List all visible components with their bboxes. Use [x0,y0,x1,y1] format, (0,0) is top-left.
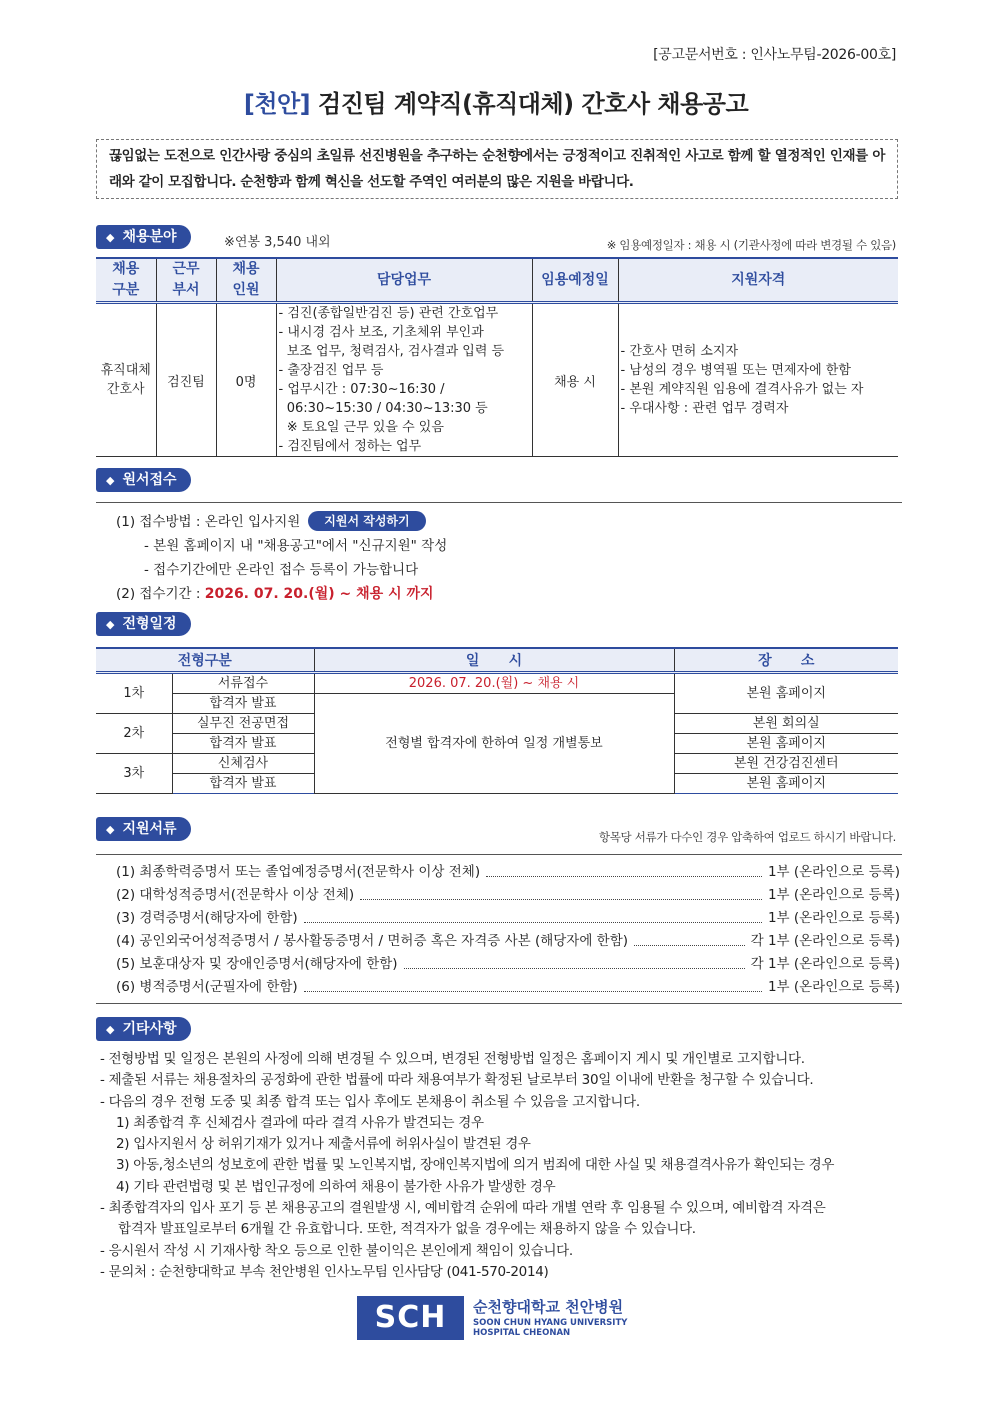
salary-note: ※연봉 3,540 내외 [224,235,331,250]
header-stage: 전형구분 [96,648,314,673]
step: 합격자 발표 [172,694,314,714]
header-type: 채용 구분 [96,258,156,303]
qual-line: - 본원 계약직원 임용에 결격사유가 없는 자 [620,382,864,397]
schedule-table-header [96,648,898,673]
misc-line: - 다음의 경우 전형 도중 및 최종 합격 또는 입사 후에도 본채용이 취소될 수 있음을 고지합니다. [100,1093,640,1110]
duty-line: - 검진팀에서 정하는 업무 [278,439,422,454]
misc-line: 4) 기타 관련법령 및 본 법인규정에 의하여 채용이 불가한 사유가 발생한 경우 [116,1178,556,1195]
misc-line: - 제출된 서류는 채용절차의 공정화에 관한 법률에 따라 채용여부가 확정된 날로부터 30일 이내에 반환을 청구할 수 있습니다. [100,1072,814,1089]
cell-quals [618,303,898,457]
cell-count: 0명 [216,303,276,457]
schedule-table [96,647,898,794]
date-rest: 전형별 합격자에 한하여 일정 개별통보 [314,694,674,794]
duty-line: - 업무시간 : 07:30~16:30 / [278,382,445,397]
date-first: 2026. 07. 20.(월) ~ 채용 시 [314,673,674,694]
cell-date: 채용 시 [532,303,618,457]
document-number: [공고문서번호 : 인사노무팀-2026-00호] [653,47,896,63]
duty-line: 보조 업무, 청력검사, 검사결과 입력 등 [278,344,505,359]
header-duty: 담당업무 [276,258,532,303]
place: 본원 회의실 [674,714,898,734]
round-3: 3차 [96,754,172,794]
recruit-table-header [96,258,898,303]
header-dept: 근무 부서 [156,258,216,303]
cell-type: 휴직대체 간호사 [96,303,156,457]
diamond-icon: ◆ [106,474,115,487]
step: 서류접수 [172,673,314,694]
duty-line: ※ 토요일 근무 있을 수 있음 [278,420,444,435]
place: 본원 건강검진센터 [674,754,898,774]
documents-list [116,861,900,999]
place: 본원 홈페이지 [674,734,898,754]
cell-duties [276,303,532,457]
title-location: [천안] [243,90,311,118]
page-title [0,84,992,119]
apply-period: (2) 접수기간 : 2026. 07. 20.(월) ~ 채용 시 까지 [116,586,434,602]
misc-line: 2) 입사지원서 상 허위기재가 있거나 제출서류에 허위사실이 발견된 경우 [116,1136,531,1153]
header-qual: 지원자격 [618,258,898,303]
apply-sub-2: - 접수기간에만 온라인 접수 등록이 가능합니다 [144,562,419,578]
misc-line: - 최종합격자의 입사 포기 등 본 채용공고의 결원발생 시, 예비합격 순위에 따라 개별 연락 후 임용될 수 있으며, 예비합격 자격은 [100,1200,826,1217]
misc-line: - 문의처 : 순천향대학교 부속 천안병원 인사노무팀 인사담당 (041-570-2014) [100,1263,549,1280]
list-item: (3) 경력증명서(해당자에 한함) 1부 (온라인으로 등록) [116,907,900,930]
apply-section [116,510,447,606]
misc-line: 합격자 발표일로부터 6개월 간 유효합니다. 또한, 적격자가 없을 경우에는 채용하지 않을 수 있습니다. [118,1221,696,1238]
step: 실무진 전공면접 [172,714,314,734]
misc-line: 3) 아동,청소년의 성보호에 관한 법률 및 노인복지법, 장애인복지법에 의거 범죄에 대한 사실 및 채용결격사유가 확인되는 경우 [116,1157,835,1174]
divider [96,502,902,503]
section-header-misc [96,1017,191,1041]
round-2: 2차 [96,714,172,754]
diamond-icon: ◆ [106,823,115,836]
duty-line: 06:30~15:30 / 04:30~13:30 등 [278,401,488,416]
documents-note: 항목당 서류가 다수인 경우 압축하여 업로드 하시기 바랍니다. [598,830,896,844]
list-item: (4) 공인외국어성적증명서 / 봉사활동증명서 / 면허증 혹은 자격증 사본 (해당자에 한함) 각 1부 (온라인으로 등록) [116,930,900,953]
diamond-icon: ◆ [106,1023,115,1036]
step: 합격자 발표 [172,734,314,754]
apply-sub-1: - 본원 홈페이지 내 "채용공고"에서 "신규지원" 작성 [144,538,448,554]
header-place: 장 소 [674,648,898,673]
diamond-icon: ◆ [106,231,115,244]
divider [96,1003,902,1004]
diamond-icon: ◆ [106,618,115,631]
header-count: 채용 인원 [216,258,276,303]
header-datetime: 일 시 [314,648,674,673]
place: 본원 홈페이지 [674,673,898,714]
section-title: 전형일정 [122,616,177,632]
appointment-date-note: ※ 임용예정일자 : 채용 시 (기관사정에 따라 변경될 수 있음) [606,238,896,252]
duty-line: - 내시경 검사 보조, 기초체위 부인과 [278,325,484,340]
step: 합격자 발표 [172,774,314,794]
misc-line: - 응시원서 작성 시 기재사항 착오 등으로 인한 불이익은 본인에게 책임이 있습니다. [100,1242,573,1259]
table-row [96,673,898,694]
list-item: (1) 최종학력증명서 또는 졸업예정증명서(전문학사 이상 전체) 1부 (온라인으로 등록) [116,861,900,884]
step: 신체검사 [172,754,314,774]
place: 본원 홈페이지 [674,774,898,794]
list-item: (5) 보훈대상자 및 장애인증명서(해당자에 한함) 각 1부 (온라인으로 등록) [116,953,900,976]
apply-period-value: 2026. 07. 20.(월) ~ 채용 시 까지 [204,586,434,602]
section-title: 기타사항 [122,1021,177,1037]
hospital-logo [357,1296,647,1340]
duty-line: - 검진(종합일반검진 등) 관련 간호업무 [278,306,499,321]
recruit-table [96,257,898,457]
table-row [96,303,898,457]
sch-logo-mark: SCH [357,1296,464,1340]
section-title: 지원서류 [122,821,177,837]
apply-method: (1) 접수방법 : 온라인 입사지원 지원서 작성하기 [116,510,447,534]
intro-box: 끊임없는 도전으로 인간사랑 중심의 초일류 선진병원을 추구하는 순천향에서는 긍정적이고 진취적인 사고로 함께 할 열정적인 인재를 아래와 같이 모집합니다. 순천향과 함께 혁신을 선도할 주역인 여러분의 많은 지원을 바랍니다. [96,139,898,199]
section-header-schedule [96,612,191,636]
section-title: 채용분야 [122,229,177,245]
misc-line: - 전형방법 및 일정은 본원의 사정에 의해 변경될 수 있으며, 변경된 전형방법 일정은 홈페이지 게시 및 개인별로 고지합니다. [100,1051,805,1067]
misc-list [100,1049,900,1283]
title-main: 검진팀 계약직(휴직대체) 간호사 채용공고 [318,90,749,118]
qual-line: - 우대사항 : 관련 업무 경력자 [620,401,789,416]
cell-dept: 검진팀 [156,303,216,457]
qual-line: - 간호사 면허 소지자 [620,344,739,359]
section-header-documents [96,817,191,841]
header-date: 임용예정일 [532,258,618,303]
section-title: 원서접수 [122,472,177,488]
logo-name-en: SOON CHUN HYANG UNIVERSITY [473,1318,628,1328]
list-item: (2) 대학성적증명서(전문학사 이상 전체) 1부 (온라인으로 등록) [116,884,900,907]
section-header-recruit [96,225,191,249]
divider [96,854,902,855]
write-application-button[interactable]: 지원서 작성하기 [308,511,425,531]
round-1: 1차 [96,673,172,714]
qual-line: - 남성의 경우 병역필 또는 면제자에 한함 [620,363,851,378]
section-header-apply [96,468,191,492]
logo-name-ko: 순천향대학교 천안병원 [473,1298,624,1316]
logo-name-en: HOSPITAL CHEONAN [473,1328,571,1338]
list-item: (6) 병적증명서(군필자에 한함) 1부 (온라인으로 등록) [116,976,900,999]
misc-line: 1) 최종합격 후 신체검사 결과에 따라 결격 사유가 발견되는 경우 [116,1114,484,1131]
duty-line: - 출장검진 업무 등 [278,363,384,378]
